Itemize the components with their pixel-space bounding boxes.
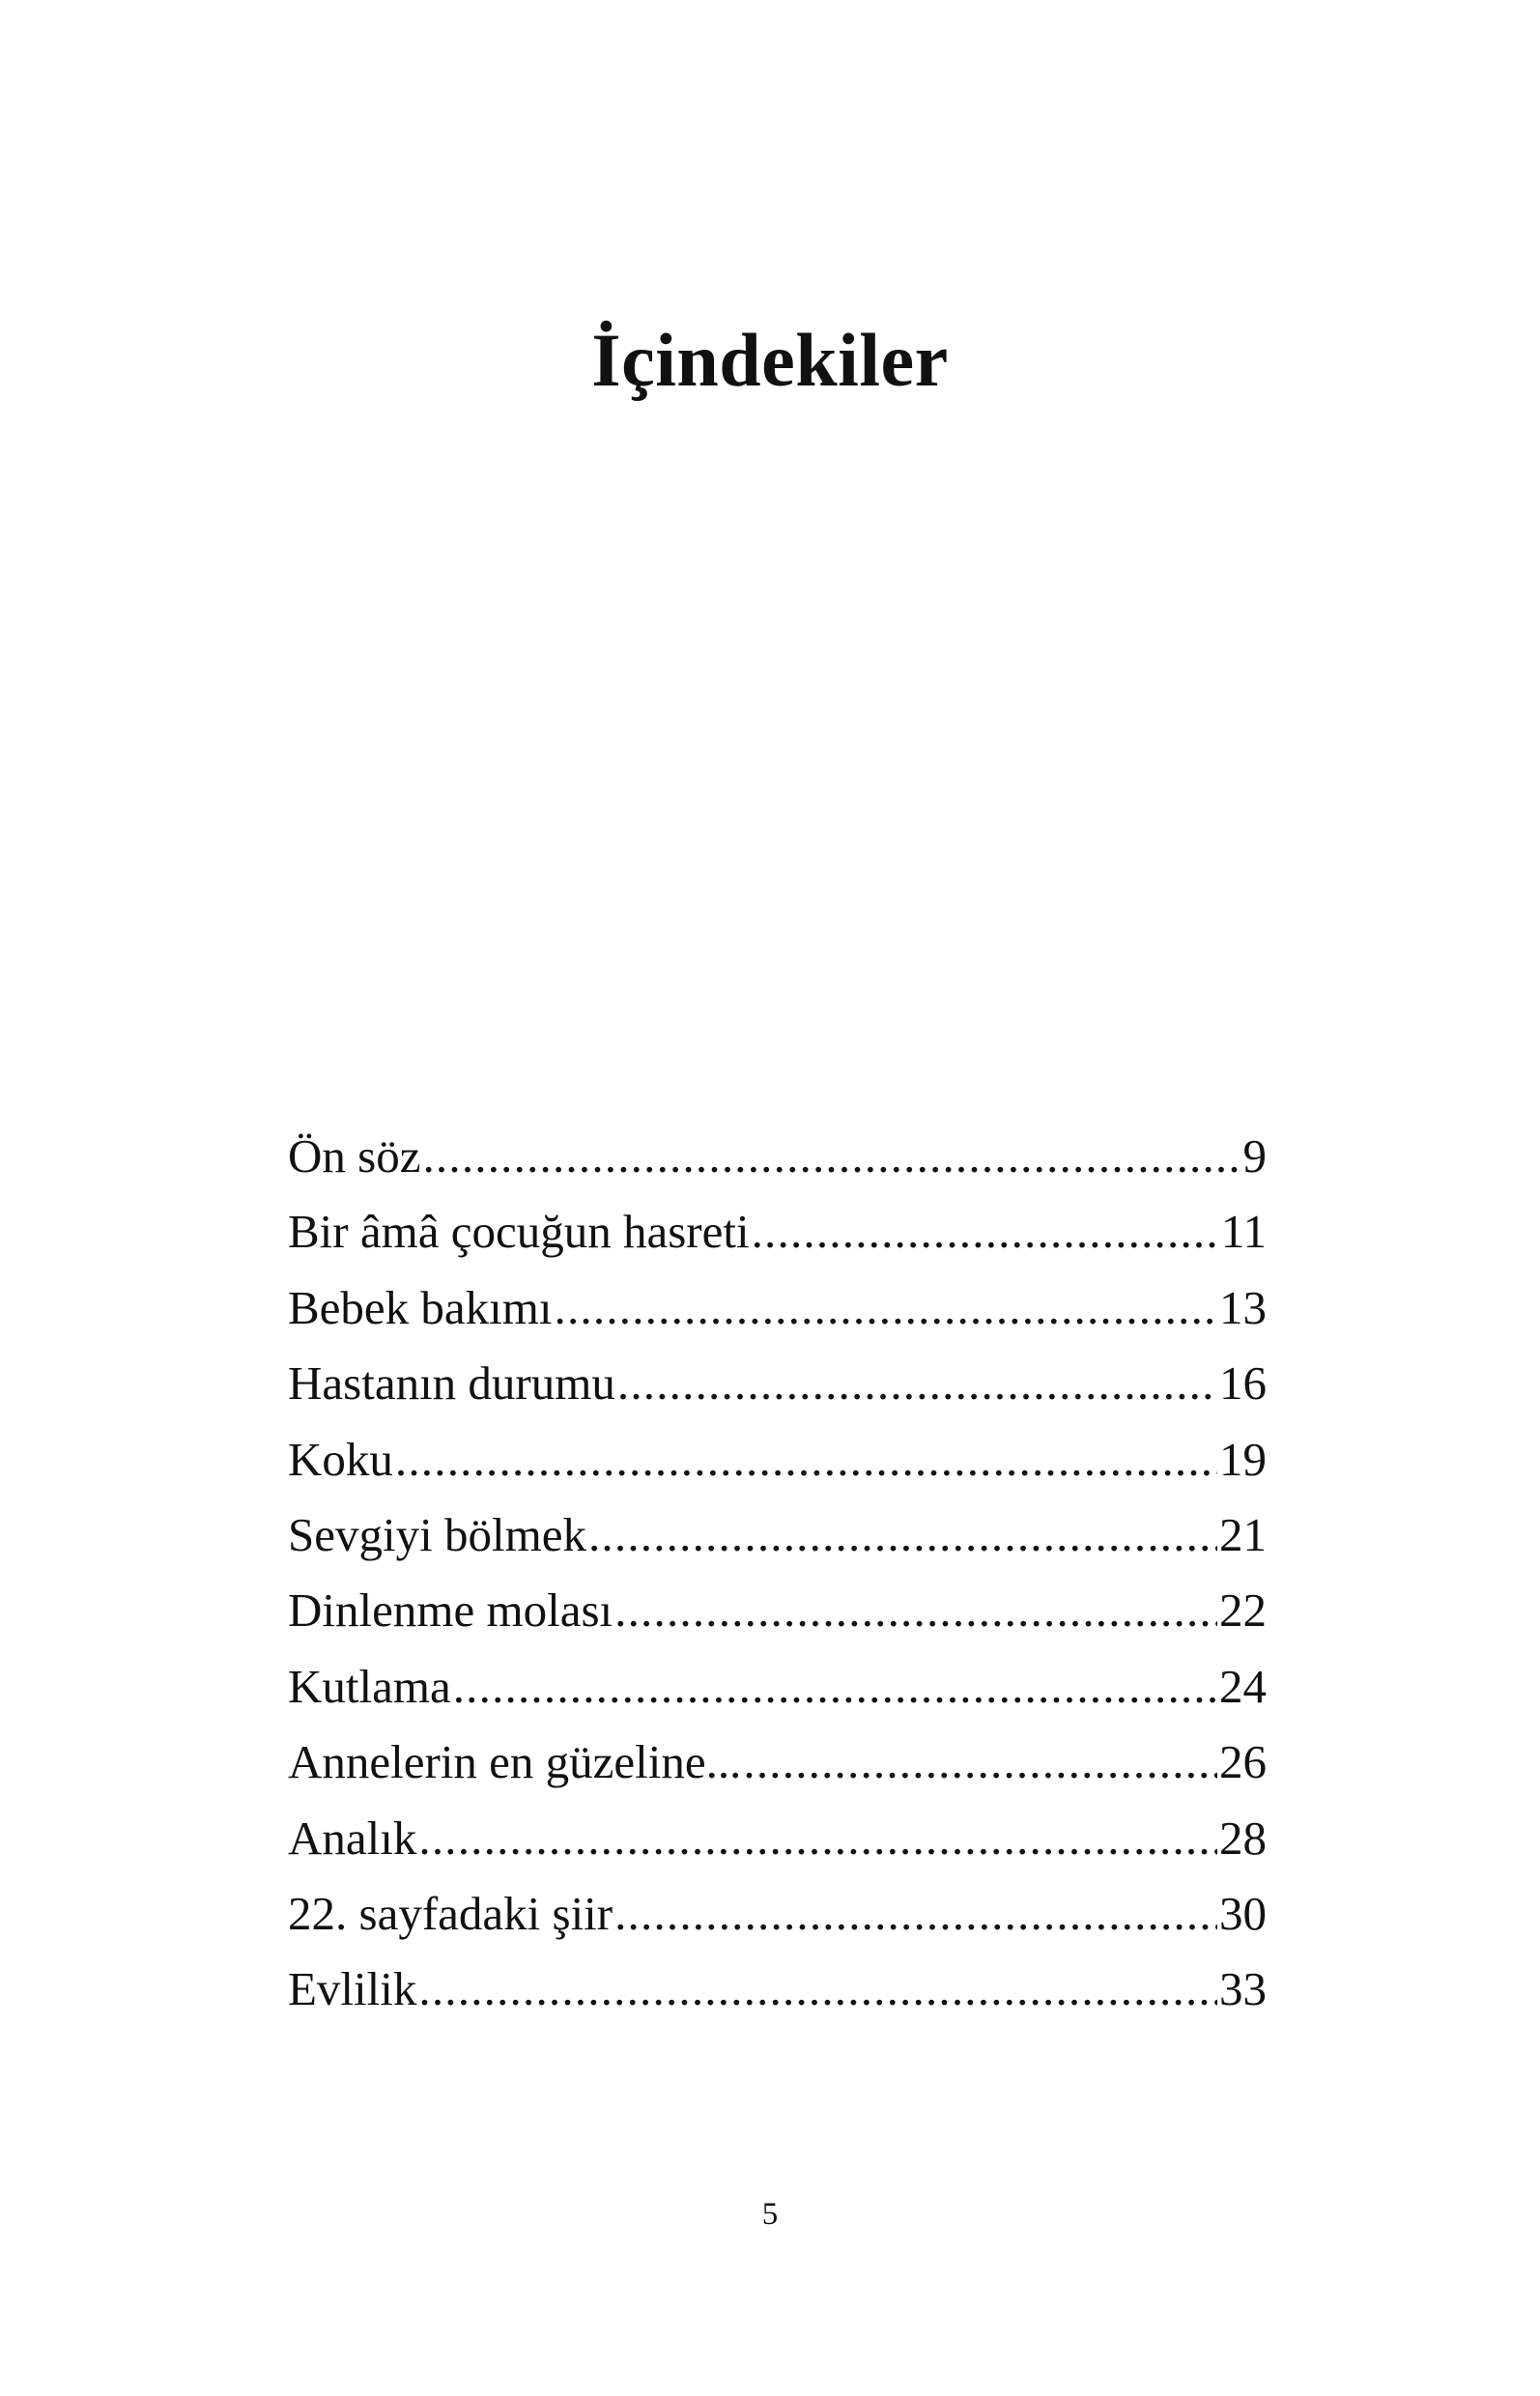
dot-leader <box>588 1498 1217 1573</box>
toc-entry-page: 22 <box>1219 1583 1267 1638</box>
toc-entry-title: Analık <box>288 1811 417 1865</box>
toc-entry-title: 22. sayfadaki şiir <box>288 1886 613 1940</box>
toc-entry-page: 9 <box>1242 1129 1267 1183</box>
toc-entry <box>288 1801 1267 1876</box>
toc-entry <box>288 1119 1267 1194</box>
toc-entry-page: 24 <box>1219 1659 1267 1713</box>
toc-entry-title: Annelerin en güzeline... <box>288 1735 742 1789</box>
toc-entry-title: Sevgiyi bölmek <box>288 1507 586 1561</box>
dot-leader <box>752 1194 1219 1269</box>
dot-leader <box>614 1573 1217 1648</box>
toc-entry-title: Hastanın durumu <box>288 1356 615 1411</box>
dot-leader <box>422 1119 1241 1194</box>
toc-entry <box>288 1270 1267 1346</box>
toc-entry-page: 21 <box>1219 1507 1267 1561</box>
page-number: 5 <box>761 2197 779 2232</box>
toc-entry-page: 26 <box>1219 1735 1267 1789</box>
dot-leader <box>617 1346 1217 1421</box>
toc-entry <box>288 1649 1267 1725</box>
toc-entry-title: Evlilik <box>288 1962 417 2016</box>
dot-leader <box>614 1876 1217 1952</box>
toc-entry-page: 28 <box>1219 1811 1267 1865</box>
toc-entry-page: 30 <box>1219 1886 1267 1940</box>
toc-entry <box>288 1194 1267 1269</box>
toc-entry-title: Koku <box>288 1432 393 1486</box>
table-of-contents <box>288 1119 1267 2028</box>
toc-entry-page: 13 <box>1219 1280 1267 1334</box>
dot-leader <box>418 1952 1217 2027</box>
toc-entry-page: 11 <box>1220 1205 1267 1259</box>
toc-entry <box>288 1498 1267 1573</box>
toc-entry <box>288 1346 1267 1421</box>
toc-entry-title: Kutlama <box>288 1659 451 1713</box>
dot-leader <box>453 1649 1217 1725</box>
dot-leader <box>743 1725 1217 1800</box>
toc-entry-page: 33 <box>1219 1962 1267 2016</box>
toc-entry <box>288 1573 1267 1648</box>
toc-entry <box>288 1422 1267 1498</box>
toc-entry-page: 16 <box>1219 1356 1267 1411</box>
toc-entry <box>288 1725 1267 1800</box>
dot-leader <box>418 1801 1217 1876</box>
dot-leader <box>555 1270 1217 1346</box>
page-title: İçindekiler <box>591 318 949 403</box>
toc-entry-title: Ön söz <box>288 1129 421 1183</box>
toc-entry <box>288 1952 1267 2027</box>
toc-entry <box>288 1876 1267 1952</box>
toc-entry-title: Bebek bakımı <box>288 1280 553 1334</box>
dot-leader <box>395 1422 1217 1498</box>
toc-entry-title: Bir âmâ çocuğun hasreti <box>288 1205 750 1259</box>
toc-entry-page: 19 <box>1219 1432 1267 1486</box>
toc-entry-title: Dinlenme molası <box>288 1583 613 1638</box>
